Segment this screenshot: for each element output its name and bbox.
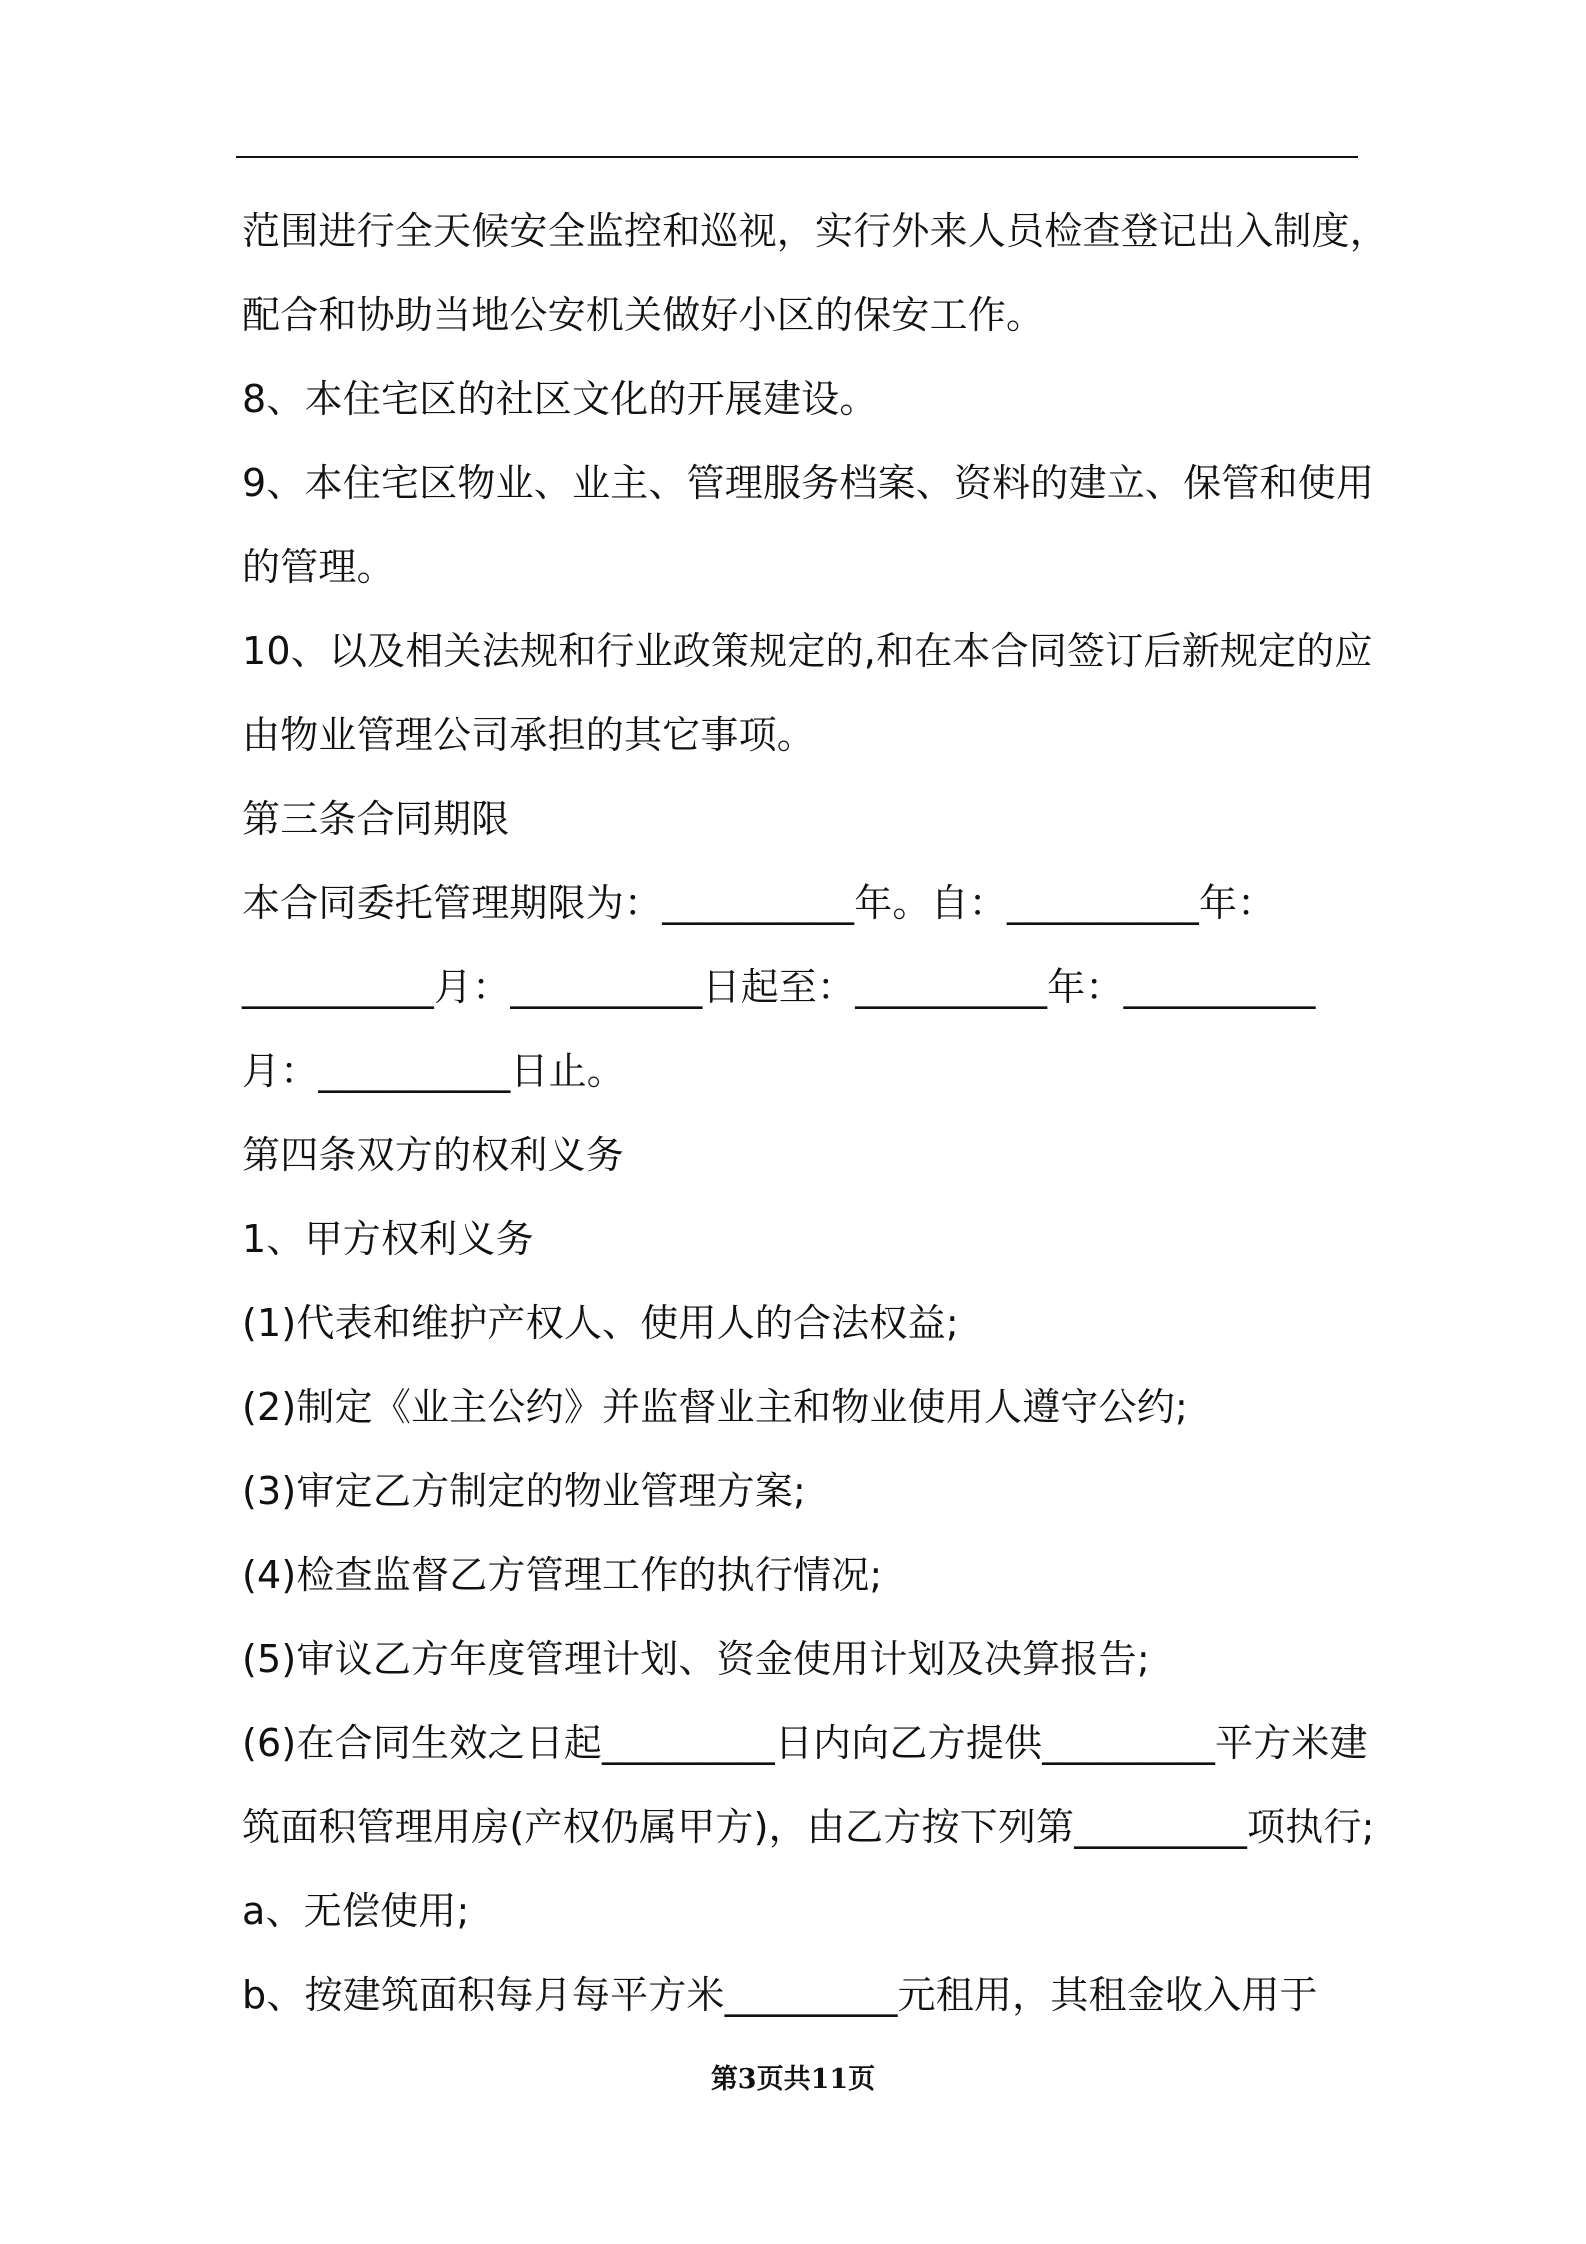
list-item: (1)代表和维护产权人、使用人的合法权益; [242, 1301, 959, 1345]
document-body [242, 193, 1389, 2041]
text-line: 的管理。 [242, 545, 395, 589]
list-item: b、按建筑面积每月每平方米_________元租用，其租金收入用于 [242, 1973, 1318, 2017]
text-line: 10、以及相关法规和行业政策规定的,和在本合同签订后新规定的应 [242, 629, 1373, 673]
list-item: (3)审定乙方制定的物业管理方案; [242, 1469, 807, 1513]
header-rule [236, 156, 1358, 158]
section-heading: 第四条双方的权利义务 [242, 1133, 625, 1177]
list-item: a、无偿使用; [242, 1889, 470, 1933]
page-footer: 第3页共11页 [710, 2064, 876, 2095]
text-line: 8、本住宅区的社区文化的开展建设。 [242, 377, 878, 421]
list-item: (2)制定《业主公约》并监督业主和物业使用人遵守公约; [242, 1385, 1189, 1429]
text-line: 月：__________日止。 [242, 1049, 626, 1093]
text-line: 筑面积管理用房(产权仍属甲方)，由乙方按下列第_________项执行; [242, 1805, 1375, 1849]
text-line: 9、本住宅区物业、业主、管理服务档案、资料的建立、保管和使用 [242, 461, 1375, 505]
list-item: (5)审议乙方年度管理计划、资金使用计划及决算报告; [242, 1637, 1150, 1681]
section-heading: 第三条合同期限 [242, 797, 510, 841]
text-line: __________月：__________日起至：__________年：__________ [242, 965, 1316, 1009]
text-line: 1、甲方权利义务 [242, 1217, 534, 1261]
list-item: (4)检查监督乙方管理工作的执行情况; [242, 1553, 883, 1597]
text-line: 配合和协助当地公安机关做好小区的保安工作。 [242, 293, 1045, 337]
list-item: (6)在合同生效之日起_________日内向乙方提供_________平方米建 [242, 1721, 1368, 1765]
text-line: 范围进行全天候安全监控和巡视，实行外来人员检查登记出入制度， [242, 209, 1389, 253]
text-line: 本合同委托管理期限为：__________年。自：__________年： [242, 881, 1276, 925]
text-line: 由物业管理公司承担的其它事项。 [242, 713, 816, 757]
